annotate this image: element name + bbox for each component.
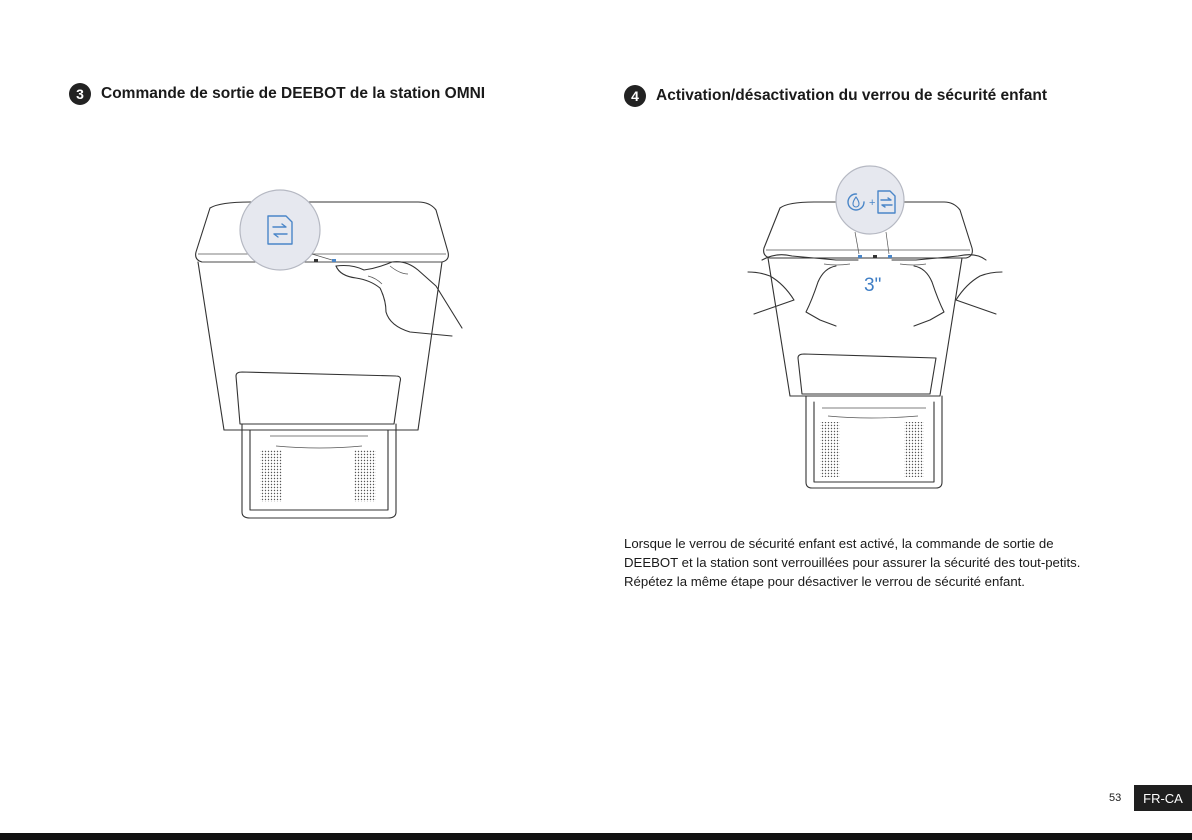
section-3-heading	[69, 83, 485, 105]
step-number-badge: 3	[69, 83, 91, 105]
step-number-badge: 4	[624, 85, 646, 107]
station-exit-illustration	[180, 180, 480, 525]
section-4-heading	[624, 85, 1047, 107]
hold-duration-label: 3"	[864, 275, 882, 296]
plus-sign: +	[869, 197, 876, 209]
child-lock-illustration	[740, 160, 1010, 496]
description-line: Répétez la même étape pour désactiver le verrou de sécurité enfant.	[624, 574, 1025, 589]
bottom-rule	[0, 833, 1192, 840]
description-line: Lorsque le verrou de sécurité enfant est activé, la commande de sortie de	[624, 536, 1054, 551]
child-lock-description	[624, 534, 1104, 591]
description-line: DEEBOT et la station sont verrouillées pour assurer la sécurité des tout-petits.	[624, 555, 1081, 570]
page-number: 53	[1109, 792, 1122, 804]
section-title: Activation/désactivation du verrou de sécurité enfant	[656, 87, 1048, 104]
language-tag: FR-CA	[1134, 785, 1192, 811]
section-title: Commande de sortie de DEEBOT de la station OMNI	[101, 85, 486, 102]
